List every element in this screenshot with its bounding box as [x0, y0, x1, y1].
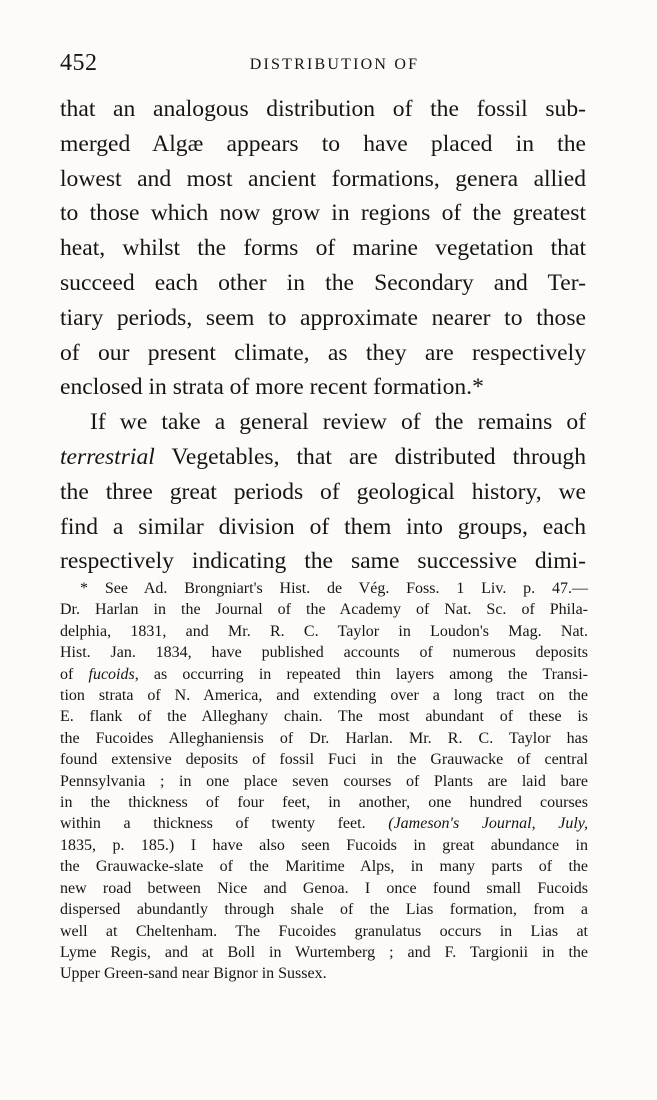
paragraph-2-line-2 — [60, 440, 586, 475]
line-text: within a thickness of twenty feet. — [60, 815, 366, 833]
footnote-line: E. flank of the Alleghany chain. The most abundant of these is — [60, 708, 588, 726]
footnote-line: found extensive deposits of fossil Fuci in the Grauwacke of central — [60, 751, 588, 769]
body-line: lowest and most ancient formations, genera allied — [60, 165, 586, 192]
footnote-line: Pennsylvania ; in one place seven courses of Plants are laid bare — [60, 772, 588, 790]
footnote-line: dispersed abundantly through shale of the Lias formation, from a — [60, 901, 588, 919]
body-line: enclosed in strata of more recent formation.* — [60, 374, 484, 401]
footnote-line: delphia, 1831, and Mr. R. C. Taylor in Loudon's Mag. Nat. — [60, 622, 588, 640]
line-text: Vegetables, that are distributed through — [154, 443, 586, 470]
footnote-line: the Grauwacke-slate of the Maritime Alps, in many parts of the — [60, 858, 588, 876]
line-text: of — [60, 665, 89, 683]
body-line: merged Algæ appears to have placed in the — [60, 130, 586, 157]
body-line: of our present climate, as they are respectively — [60, 339, 586, 366]
body-line: succeed each other in the Secondary and Ter- — [60, 269, 586, 296]
body-text — [60, 92, 586, 579]
paragraph-2-line-3: the three great periods of geological history, we — [60, 478, 586, 505]
footnote-line: Hist. Jan. 1834, have published accounts of numerous deposits — [60, 644, 588, 662]
paragraph-2-line-4: find a similar division of them into groups, each — [60, 513, 586, 540]
footnote-line: Dr. Harlan in the Journal of the Academy of Nat. Sc. of Phila- — [60, 601, 588, 619]
footnote-line: * See Ad. Brongniart's Hist. de Vég. Foss. 1 Liv. p. 47.— — [80, 580, 588, 597]
footnote-line: tion strata of N. America, and extending over a long tract on the — [60, 687, 588, 705]
citation: (Jameson's Journal, July, — [388, 815, 589, 833]
italic-term: terrestrial — [60, 443, 155, 470]
footnote-line: new road between Nice and Genoa. I once found small Fucoids — [60, 879, 588, 897]
italic-term: fucoids — [88, 665, 135, 683]
footnote-line: Lyme Regis, and at Boll in Wurtemberg ; and F. Targionii in the — [60, 943, 588, 961]
footnote-line — [60, 664, 588, 685]
footnote-line: the Fucoides Alleghaniensis of Dr. Harlan. Mr. R. C. Taylor has — [60, 729, 588, 747]
footnote — [60, 578, 588, 985]
line-text: , as occurring in repeated thin layers among the Transi- — [134, 665, 589, 683]
page-number: 452 — [60, 50, 98, 76]
body-line: tiary periods, seem to approximate nearer to those — [60, 304, 586, 331]
body-line: that an analogous distribution of the fossil sub- — [60, 96, 586, 122]
footnote-line: in the thickness of four feet, in another, one hundred courses — [60, 794, 588, 812]
footnote-line: 1835, p. 185.) I have also seen Fucoids in great abundance in — [60, 836, 588, 854]
running-title: DISTRIBUTION OF — [249, 56, 420, 73]
running-head — [60, 50, 589, 80]
footnote-line: Upper Green-sand near Bignor in Sussex. — [60, 965, 327, 983]
paragraph-2-line-5: respectively indicating the same successive dimi- — [60, 548, 586, 575]
body-line: heat, whilst the forms of marine vegetation that — [60, 235, 586, 262]
body-line: to those which now grow in regions of the greatest — [60, 200, 586, 227]
paragraph-2-line-1: If we take a general review of the remains of — [90, 409, 586, 436]
footnote-line — [60, 813, 588, 834]
footnote-line: well at Cheltenham. The Fucoides granulatus occurs in Lias at — [60, 922, 588, 940]
